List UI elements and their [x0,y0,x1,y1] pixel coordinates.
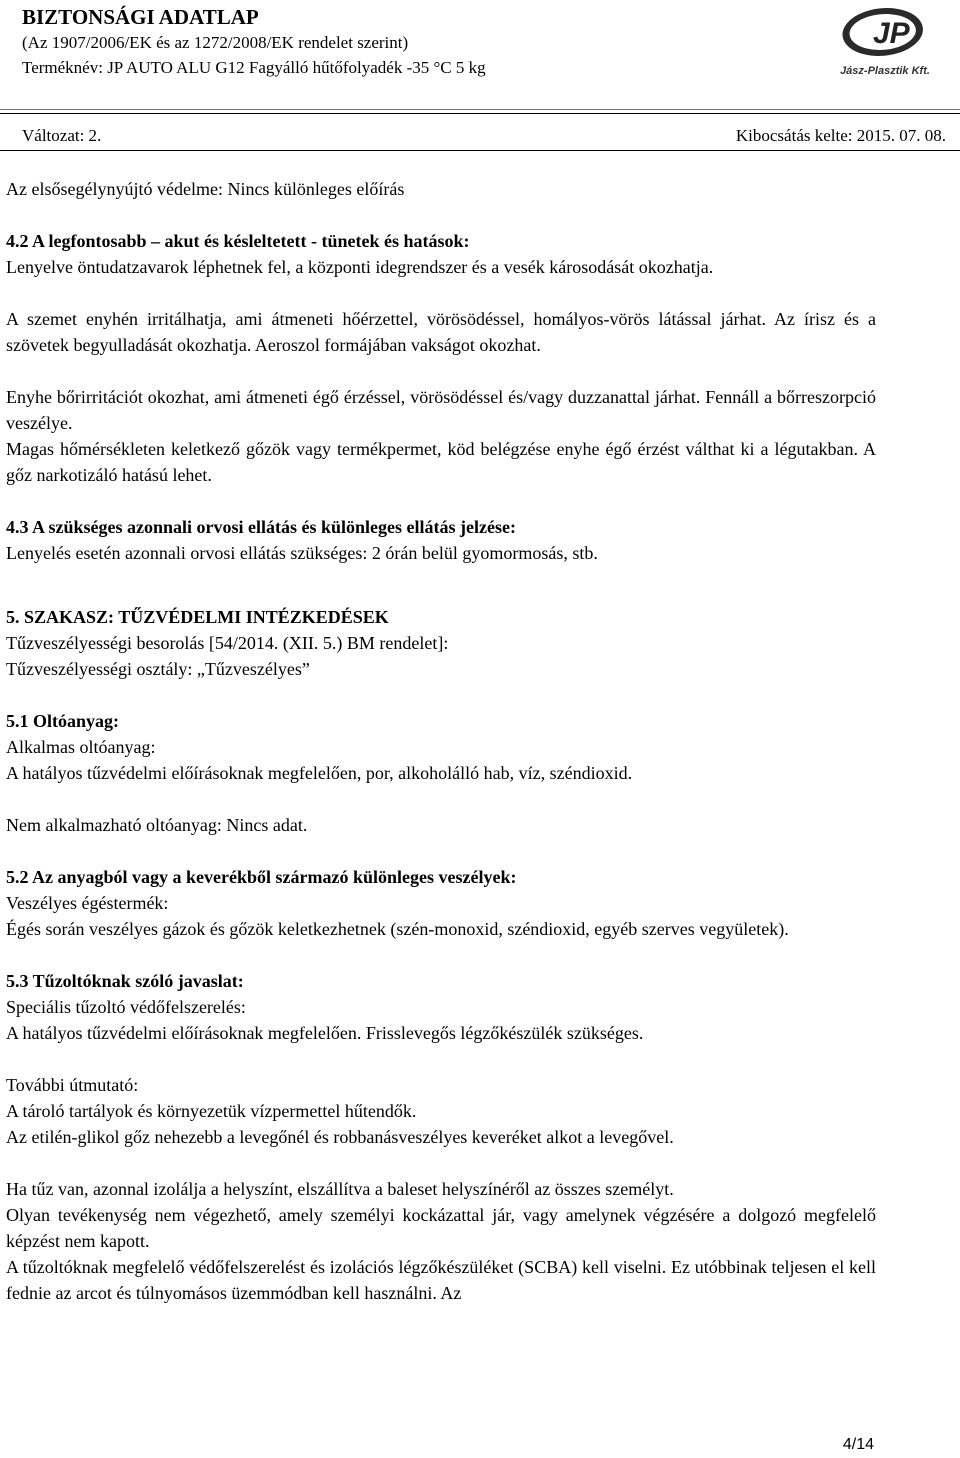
section-5-1-title: 5.1 Oltóanyag: [6,711,120,731]
unsuitable-media: Nem alkalmazható oltóanyag: Nincs adat. [6,815,308,835]
suitable-media: A hatályos tűzvédelmi előírásoknak megfelelően, por, alkoholálló hab, víz, széndioxid. [6,763,633,783]
guidance-vapour: Az etilén-glikol gőz nehezebb a levegőnél és robbanásveszélyes keveréket alkot a levegővel. [6,1127,674,1147]
document-title: BIZTONSÁGI ADATLAP [22,5,259,29]
section-4-2-eye: A szemet enyhén irritálhatja, ami átmeneti hőérzettel, vörösödéssel, homályos-vörös látással járhat. Az írisz és a szövetek begyulladását okozhatja. Aeroszol formájában vakságot okozhat. [6,309,876,355]
company-logo [818,2,952,82]
logo-mark: JP [873,17,910,50]
header-divider [0,109,960,110]
guidance-scba: A tűzoltóknak megfelelő védőfelszerelést és izolációs légzőkészüléket (SCBA) kell viselni. Ez utóbbinak teljesen el kell fednie az arcot és túlnyomásos üzemmódban kell használni. Az [6,1257,876,1303]
section-5-2-title: 5.2 Az anyagból vagy a keverékből származó különleges veszélyek: [6,867,517,887]
protective-equipment: A hatályos tűzvédelmi előírásoknak megfelelően. Frisslevegős légzőkészülék szükséges. [6,1023,644,1043]
first-aider-protection: Az elsősegélynyújtó védelme: Nincs különleges előírás [6,179,405,199]
further-guidance-label: További útmutató: [6,1075,139,1095]
document-header [0,0,960,152]
section-4-2-title: 4.2 A legfontosabb – akut és késleltetett - tünetek és hatások: [6,231,470,251]
regulation-reference: (Az 1907/2006/EK és az 1272/2008/EK rendelet szerint) [22,33,409,52]
protective-equipment-label: Speciális tűzoltó védőfelszerelés: [6,997,246,1017]
issue-date: Kibocsátás kelte: 2015. 07. 08. [735,126,946,145]
combustion-products-label: Veszélyes égéstermék: [6,893,169,913]
guidance-isolate: Ha tűz van, azonnal izolálja a helyszínt, elszállítva a baleset helyszínéről az összes személyt. [6,1179,674,1199]
section-5-title: 5. SZAKASZ: TŰZVÉDELMI INTÉZKEDÉSEK [6,607,389,627]
header-divider [0,150,960,151]
section-4-3-title: 4.3 A szükséges azonnali orvosi ellátás és különleges ellátás jelzése: [6,517,516,537]
guidance-cooling: A tároló tartályok és környezetük vízpermettel hűtendők. [6,1101,417,1121]
page-number: 4/14 [842,1436,874,1453]
version-label: Változat: 2. [22,126,102,145]
document-body [6,176,876,1306]
section-4-2-inhalation: Magas hőmérsékleten keletkező gőzök vagy termékpermet, köd belégzése enyhe égő érzést válthat ki a légutakban. A gőz narkotizáló hatású lehet. [6,439,876,485]
section-5-3-title: 5.3 Tűzoltóknak szóló javaslat: [6,971,244,991]
header-divider [0,113,960,114]
guidance-training: Olyan tevékenység nem végezhető, amely személyi kockázattal jár, vagy amelynek végzésére a dolgozó megfelelő képzést nem kapott. [6,1205,876,1251]
fire-class-value: Tűzveszélyességi osztály: „Tűzveszélyes” [6,659,310,679]
section-4-2-skin: Enyhe bőrirritációt okozhat, ami átmeneti égő érzéssel, vörösödéssel és/vagy duzzanattal járhat. Fennáll a bőrreszorpció veszélye. [6,387,876,433]
fire-classification: Tűzveszélyességi besorolás [54/2014. (XII. 5.) BM rendelet]: [6,633,449,653]
product-name: Terméknév: JP AUTO ALU G12 Fagyálló hűtőfolyadék -35 °C 5 kg [22,58,486,77]
section-4-2-ingestion: Lenyelve öntudatzavarok léphetnek fel, a központi idegrendszer és a vesék károsodását okozhatja. [6,257,714,277]
suitable-media-label: Alkalmas oltóanyag: [6,737,156,757]
logo-company-name: Jász-Plasztik Kft. [840,65,930,77]
combustion-products: Égés során veszélyes gázok és gőzök keletkezhetnek (szén-monoxid, széndioxid, egyéb szerves vegyületek). [6,919,789,939]
section-4-3-text: Lenyelés esetén azonnali orvosi ellátás szükséges: 2 órán belül gyomormosás, stb. [6,543,598,563]
